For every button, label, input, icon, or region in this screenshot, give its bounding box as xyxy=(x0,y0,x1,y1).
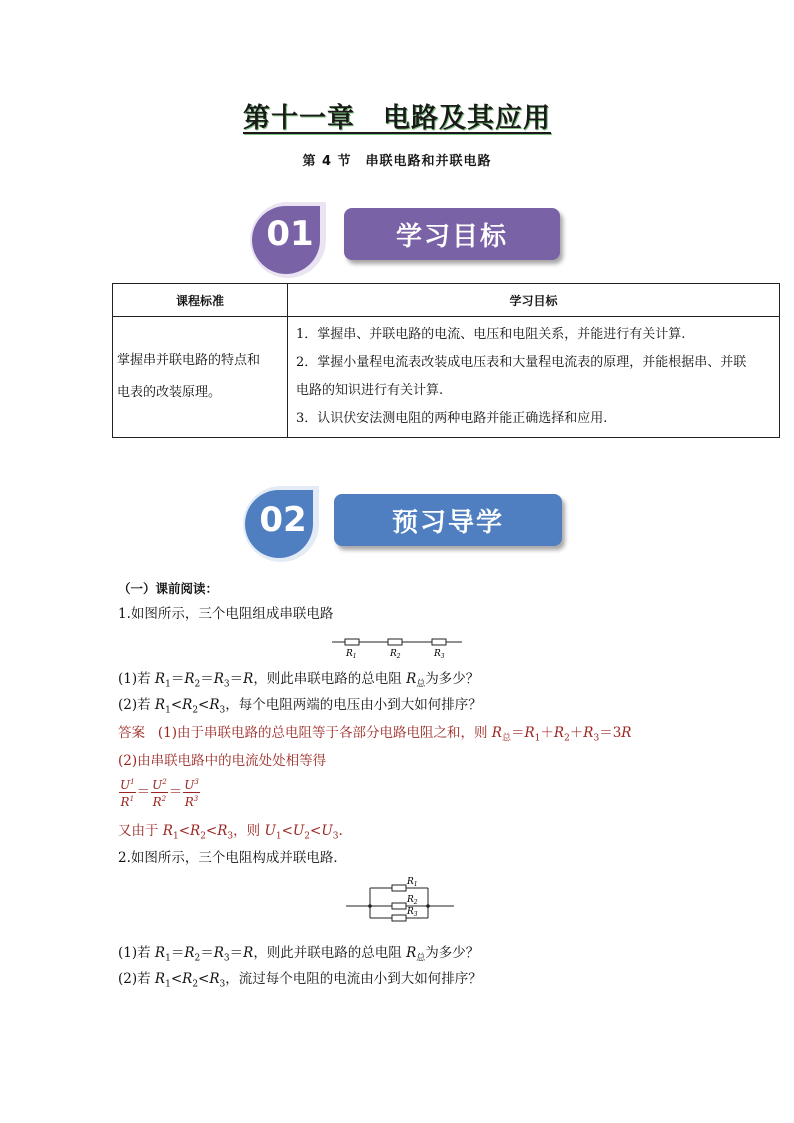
svg-text:R3: $R_3$ xyxy=(434,649,445,660)
objective-item: 3．认识伏安法测电阻的两种电路并能正确选择和应用. xyxy=(296,411,608,426)
svg-text:R2: $R_2$ xyxy=(407,895,418,906)
question-1-part-2: (2)若 $R_1<R_2<R_3$，每个电阻两端的电压由小到大如何排序？ xyxy=(118,697,482,716)
question-1-intro: 1.如图所示，三个电阻组成串联电路 xyxy=(118,606,334,622)
subheading: （一）课前阅读： xyxy=(118,581,219,596)
standard-cell xyxy=(113,317,288,438)
banner-number: 02 xyxy=(259,500,307,540)
answer-line-2: (2)由串联电路中的电流处处相等得 xyxy=(118,753,327,769)
question-1-part-1: (1)若 $R_1=R_2=R_3=R$，则此串联电路的总电阻 $R_总$为多少？ xyxy=(118,671,480,690)
section-title: 第 4 节 串联电路和并联电路 xyxy=(302,154,492,169)
svg-text:R3: $R_3$ xyxy=(407,907,418,918)
answer-line-1: 答案 (1)由于串联电路的总电阻等于各部分电路电阻之和，则 $R_总=R_1+R_2+R_3=3R$ xyxy=(118,725,632,744)
table-header-row xyxy=(113,284,780,317)
banner-label: 学习目标 xyxy=(344,208,560,260)
series-circuit-diagram xyxy=(330,634,464,660)
question-2-part-2: (2)若 $R_1<R_2<R_3$，流过每个电阻的电流由小到大如何排序？ xyxy=(118,971,482,990)
svg-text:R1: $R_1$ xyxy=(407,877,418,888)
parallel-circuit-diagram xyxy=(344,874,456,926)
answer-line-3: 又由于 $R_1<R_2<R_3$，则 $U_1<U_2<U_3$. xyxy=(118,823,343,842)
answer-ratio-equation: $\frac{U^1}{R^1}$ ＝ $\frac{U^2}{R^2}$ ＝ $\frac{U^3}{R^3}$ xyxy=(120,778,199,809)
objective-item: 1．掌握串、并联电路的电流、电压和电阻关系，并能进行有关计算. xyxy=(296,327,686,342)
banner-number: 01 xyxy=(266,214,314,254)
svg-text:R2: $R_2$ xyxy=(390,649,401,660)
table-row xyxy=(113,317,780,438)
objective-cell xyxy=(288,317,780,438)
objective-item: 电路的知识进行有关计算. xyxy=(296,383,444,398)
question-2-intro: 2.如图所示，三个电阻构成并联电路． xyxy=(118,850,347,866)
chapter-title: 第十一章 电路及其应用 xyxy=(243,103,551,134)
goals-table xyxy=(112,283,780,438)
banner-preview xyxy=(0,484,794,574)
col-objective: 学习目标 xyxy=(288,284,780,317)
col-standard: 课程标准 xyxy=(113,284,288,317)
standard-line: 电表的改装原理。 xyxy=(117,385,222,400)
standard-line: 掌握串并联电路的特点和 xyxy=(117,353,261,368)
question-2-part-1: (1)若 $R_1=R_2=R_3=R$，则此并联电路的总电阻 $R_总$为多少？ xyxy=(118,945,480,964)
svg-text:R1: $R_1$ xyxy=(346,649,357,660)
banner-label: 预习导学 xyxy=(334,494,562,546)
objective-item: 2．掌握小量程电流表改装成电压表和大量程电流表的原理，并能根据串、并联 xyxy=(296,355,747,370)
banner-learning-goals xyxy=(0,200,794,290)
